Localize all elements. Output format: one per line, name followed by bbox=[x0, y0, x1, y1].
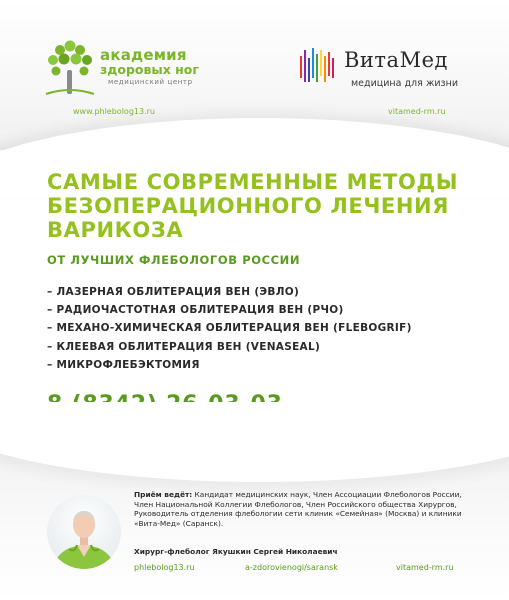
tree-logo-icon bbox=[44, 40, 96, 98]
academy-logo-line2: здоровых ног bbox=[100, 62, 199, 77]
vitamed-logo-tagline: медицина для жизни bbox=[351, 78, 458, 89]
doctor-bio-text: Кандидат медицинских наук, Член Ассоциации Флебологов России, Член Национальной Коллегии Флебологов, Член Российского общества Хирургов, Руководитель отделения флебологии сети клиник «Семейная» (Москва) и клиники «Вита-Мед» (Саранск). bbox=[134, 490, 462, 528]
doctor-bio-lead: Приём ведёт: bbox=[134, 490, 193, 499]
doctor-bio bbox=[134, 490, 479, 528]
headline-line3: ВАРИКОЗА bbox=[47, 218, 184, 242]
vitamed-logo[interactable] bbox=[298, 46, 468, 96]
left-website-link[interactable]: www.phlebolog13.ru bbox=[73, 107, 155, 116]
method-item: – МИКРОФЛЕБЭКТОМИЯ bbox=[47, 358, 200, 371]
color-bars-logo-icon bbox=[298, 46, 338, 86]
headline bbox=[47, 170, 487, 242]
method-item: – РАДИОЧАСТОТНАЯ ОБЛИТЕРАЦИЯ ВЕН (РЧО) bbox=[47, 304, 344, 317]
academy-logo-line1: академия bbox=[100, 46, 187, 64]
doctor-avatar-icon bbox=[47, 495, 121, 569]
method-item: – ЛАЗЕРНАЯ ОБЛИТЕРАЦИЯ ВЕН (ЭВЛО) bbox=[47, 286, 300, 298]
headline-line1: САМЫЕ СОВРЕМЕННЫЕ МЕТОДЫ bbox=[47, 170, 459, 194]
footer-link-vitamed[interactable]: vitamed-rm.ru bbox=[396, 563, 454, 572]
headline-subtitle: ОТ ЛУЧШИХ ФЛЕБОЛОГОВ РОССИИ bbox=[47, 253, 301, 267]
vitamed-logo-name: ВитаМед bbox=[344, 48, 448, 72]
footer-link-zdorovienogi[interactable]: a-zdorovienogi/saransk bbox=[245, 563, 338, 572]
methods-list bbox=[47, 283, 412, 374]
academy-logo[interactable] bbox=[44, 40, 204, 100]
doctor-name: Хирург-флеболог Якушкин Сергей Николаевич bbox=[134, 547, 338, 556]
academy-logo-text bbox=[100, 48, 199, 87]
headline-line2: БЕЗОПЕРАЦИОННОГО ЛЕЧЕНИЯ bbox=[47, 194, 449, 218]
doctor-photo bbox=[47, 495, 121, 569]
method-item: – МЕХАНО-ХИМИЧЕСКАЯ ОБЛИТЕРАЦИЯ ВЕН (FLEBOGRIF) bbox=[47, 322, 412, 335]
method-item: – КЛЕЕВАЯ ОБЛИТЕРАЦИЯ ВЕН (VENASEAL) bbox=[47, 340, 321, 353]
right-website-link[interactable]: vitamed-rm.ru bbox=[388, 107, 446, 116]
academy-logo-line3: медицинский центр bbox=[108, 78, 193, 86]
footer-link-phlebolog[interactable]: phlebolog13.ru bbox=[134, 563, 195, 572]
